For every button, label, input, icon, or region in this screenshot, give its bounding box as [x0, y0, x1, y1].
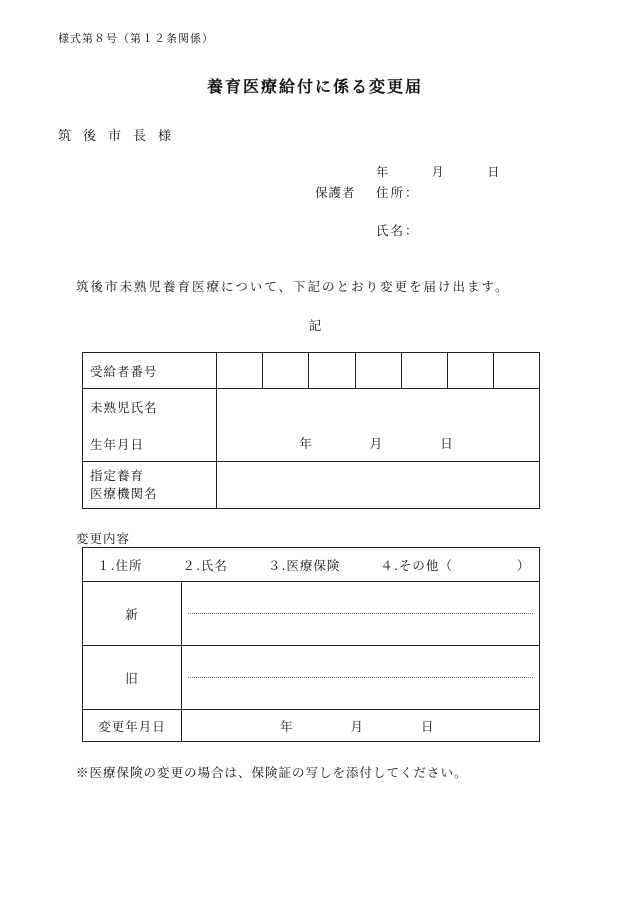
birth-day-label: 日	[440, 436, 453, 451]
recipient-number-label: 受給者番号	[83, 353, 217, 389]
option-address[interactable]: １.住所	[97, 557, 143, 573]
form-number: 様式第８号（第１２条関係）	[58, 32, 214, 45]
recipient-number-digit[interactable]	[401, 353, 447, 389]
ki-heading: 記	[308, 318, 322, 333]
recipient-number-digit[interactable]	[309, 353, 355, 389]
option-other[interactable]: ４.その他（	[380, 557, 453, 573]
recipient-info-table	[82, 352, 540, 509]
recipient-number-digit[interactable]	[263, 353, 309, 389]
infant-name-label: 未熟児氏名	[90, 400, 158, 415]
old-label: 旧	[83, 646, 182, 710]
recipient-number-digit[interactable]	[217, 353, 263, 389]
page-title: 養育医療給付に係る変更届	[206, 77, 423, 96]
infant-info-cell[interactable]	[217, 389, 540, 462]
birth-date-label: 生年月日	[90, 437, 145, 452]
birth-date-field	[217, 434, 539, 461]
day-label: 日	[487, 165, 500, 179]
institution-name-cell[interactable]	[217, 462, 540, 509]
recipient-number-digit[interactable]	[493, 353, 539, 389]
birth-year-label: 年	[299, 436, 312, 451]
old-value-line	[188, 646, 533, 678]
institution-label-line1: 指定養育	[90, 468, 145, 483]
year-label: 年	[376, 165, 389, 179]
new-value-cell[interactable]	[182, 582, 540, 646]
change-date-field	[182, 717, 539, 735]
old-value-cell[interactable]	[182, 646, 540, 710]
change-year-label: 年	[280, 718, 293, 734]
addressee: 筑後市長様	[58, 129, 184, 144]
recipient-number-digit[interactable]	[447, 353, 493, 389]
birth-month-label: 月	[369, 436, 383, 451]
option-name[interactable]: ２.氏名	[182, 557, 228, 573]
change-day-label: 日	[420, 718, 434, 734]
month-label: 月	[431, 165, 444, 179]
new-label: 新	[83, 582, 182, 646]
change-details-table	[82, 547, 540, 742]
change-section-label: 変更内容	[76, 531, 131, 546]
institution-label-line2: 医療機関名	[90, 486, 158, 501]
attachment-note: ※医療保険の変更の場合は、保険証の写しを添付してください。	[76, 765, 468, 780]
declaration-text: 筑後市未熟児養育医療について、下記のとおり変更を届け出ます。	[76, 279, 510, 294]
change-options-row	[83, 548, 540, 582]
guardian-name-label: 氏名：	[376, 223, 420, 238]
change-date-label: 変更年月日	[83, 710, 182, 742]
submission-date	[376, 163, 499, 180]
option-insurance[interactable]: ３.医療保険	[267, 557, 341, 573]
guardian-address-label: 住所：	[376, 185, 420, 200]
change-date-cell[interactable]	[182, 710, 540, 742]
new-value-line	[188, 582, 533, 614]
option-other-close: ）	[516, 557, 531, 573]
guardian-label: 保護者	[315, 185, 356, 200]
change-month-label: 月	[350, 718, 363, 734]
recipient-number-digit[interactable]	[355, 353, 401, 389]
